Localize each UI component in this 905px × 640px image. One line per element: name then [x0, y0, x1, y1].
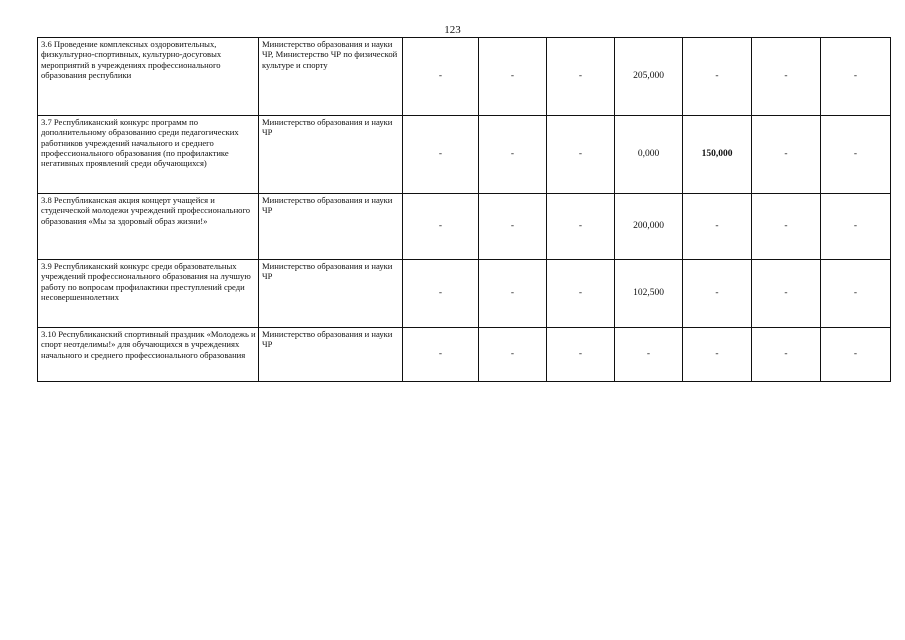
executor-cell: Министерство образования и науки ЧР, Министерство ЧР по физической культуре и спорту — [259, 38, 403, 116]
event-cell: 3.9 Республиканский конкурс среди образовательных учреждений профессионального образования на лучшую работу по вопросам профилактики преступлений среди несовершеннолетних — [38, 260, 259, 328]
value-cell: - — [479, 116, 547, 194]
value-cell: 0,000 — [615, 116, 683, 194]
value-cell: - — [752, 194, 821, 260]
table-row — [38, 328, 891, 382]
value-cell: - — [547, 194, 615, 260]
value-cell: - — [752, 38, 821, 116]
value-cell: 150,000 — [683, 116, 752, 194]
value-cell: - — [479, 328, 547, 382]
value-cell: - — [752, 328, 821, 382]
executor-cell: Министерство образования и науки ЧР — [259, 194, 403, 260]
value-cell: - — [821, 194, 891, 260]
event-cell: 3.6 Проведение комплексных оздоровительных, физкультурно-спортивных, культурно-досуговых мероприятий в учреждениях профессионального образования республики — [38, 38, 259, 116]
program-activities-table — [37, 37, 891, 382]
value-cell: - — [821, 116, 891, 194]
value-cell: - — [403, 116, 479, 194]
value-cell: - — [821, 38, 891, 116]
value-cell: - — [683, 38, 752, 116]
value-cell: - — [403, 194, 479, 260]
value-cell: - — [683, 194, 752, 260]
executor-cell: Министерство образования и науки ЧР — [259, 116, 403, 194]
table-row — [38, 38, 891, 116]
value-cell: - — [479, 38, 547, 116]
event-cell: 3.10 Республиканский спортивный праздник «Молодежь и спорт неотделимы!» для обучающихся в учреждениях начального и среднего профессионального образования — [38, 328, 259, 382]
page-number: 123 — [444, 24, 461, 36]
value-cell: - — [547, 260, 615, 328]
value-cell: - — [547, 328, 615, 382]
value-cell: - — [683, 260, 752, 328]
value-cell: - — [403, 260, 479, 328]
value-cell: 102,500 — [615, 260, 683, 328]
value-cell: 205,000 — [615, 38, 683, 116]
value-cell: - — [403, 38, 479, 116]
table-row — [38, 260, 891, 328]
value-cell: 200,000 — [615, 194, 683, 260]
value-cell: - — [479, 260, 547, 328]
value-cell: - — [821, 260, 891, 328]
value-cell: - — [821, 328, 891, 382]
value-cell: - — [752, 260, 821, 328]
value-cell: - — [752, 116, 821, 194]
value-cell: - — [547, 116, 615, 194]
executor-cell: Министерство образования и науки ЧР — [259, 260, 403, 328]
value-cell: - — [479, 194, 547, 260]
value-cell: - — [547, 38, 615, 116]
table-row — [38, 194, 891, 260]
executor-cell: Министерство образования и науки ЧР — [259, 328, 403, 382]
table-row — [38, 116, 891, 194]
value-cell: - — [403, 328, 479, 382]
value-cell: - — [683, 328, 752, 382]
event-cell: 3.8 Республиканская акция концерт учащейся и студенческой молодежи учреждений профессионального образования «Мы за здоровый образ жизни!» — [38, 194, 259, 260]
event-cell: 3.7 Республиканский конкурс программ по дополнительному образованию среди педагогических работников учреждений начального и среднего профессионального образования (по профилактике негативных проявлений среди обучающихся) — [38, 116, 259, 194]
value-cell: - — [615, 328, 683, 382]
